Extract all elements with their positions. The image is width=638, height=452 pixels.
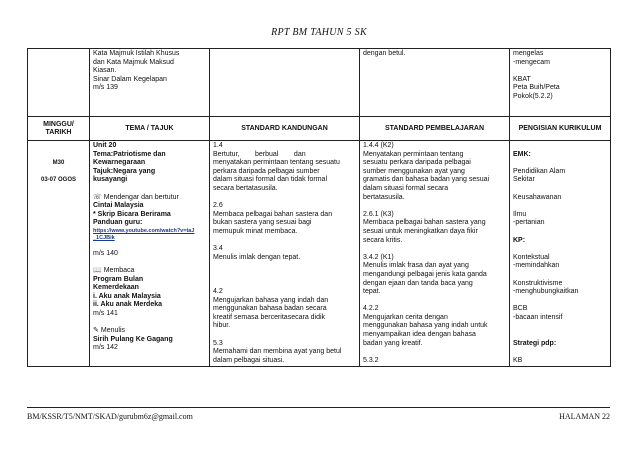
table-viewport [0,48,638,404]
kandungan-line: Bertutur, berbual dan [213,150,306,158]
kandungan-line: Memahami dan membina ayat yang betul [213,348,342,356]
pembelajaran-line: mengandungi pelbagai jenis kata ganda [363,270,487,278]
pengisian-line: mengelas [513,50,544,57]
pembelajaran-line: bertatasusila. [363,193,405,201]
strategi-heading: Strategi pdp: [513,339,557,347]
date-label: 03-07 OGOS [40,177,76,184]
speaking-icon: ☏ [93,193,102,201]
pembelajaran-line: Mengujarkan cerita dengan [363,313,448,321]
pengisian-line: Konstruktivisme [513,279,563,287]
pengisian-line: KBAT [513,75,531,83]
kandungan-line: Mengujarkan bahasa yang indah dan [213,296,329,304]
tema-label-cont: Kewarnegaraan [93,159,146,167]
standard-number: 3.4 [213,245,223,253]
pembelajaran-line: menyampaikan idea dengan bahasa [363,331,476,339]
page-ref: m/s 142 [93,344,118,352]
pembelajaran-line: Membaca pelbagai bahan sastera yang [363,219,486,227]
tajuk-label-cont: kusayangi [93,176,128,184]
pembelajaran-line: secara kritis. [363,236,403,244]
pembelajaran-line: gramatis dan bahasa badan yang sesuai [363,176,490,184]
kandungan-line: kreatif semasa berceritasecara didik [213,313,326,321]
standard-number: 4.2.2 [363,305,379,313]
pembelajaran-cell [360,141,510,367]
skrip-label: * Skrip Bicara Berirama [93,210,171,218]
book-icon: 📖 [93,266,102,274]
pembelajaran-line: dengan betul. [363,50,406,57]
sirih-label: Sirih Pulang Ke Gagang [93,335,173,343]
standard-number: 2.6 [213,202,223,210]
standard-number: 3.4.2 (K1) [363,253,394,261]
pengisian-line: -menghubungkaitkan [513,288,579,296]
table-row-m30 [28,141,611,367]
pembelajaran-cell-continued [360,49,510,117]
emk-heading: EMK: [513,150,531,158]
pembelajaran-line: Menyatakan permintaan tentang [363,150,464,158]
standard-number: 1.4 [213,142,223,149]
pengisian-line: Sekitar [513,176,535,184]
pengisian-line: KB [513,356,523,364]
footer-page-number: HALAMAN 22 [559,412,610,421]
header-pembelajaran: STANDARD PEMBELAJARAN [360,117,510,141]
mendengar-label: Mendengar dan bertutur [103,193,179,201]
standard-number: 4.2 [213,288,223,296]
kandungan-line: menyatakan permintaan tentang sesuatu [213,159,340,167]
tema-line: Kiasan. [93,67,117,75]
minggu-cell [28,141,90,367]
minggu-cell-empty [28,49,90,117]
tema-cell [90,141,210,367]
pengisian-line: BCB [513,305,528,313]
pengisian-line: Ilmu [513,210,527,218]
pencil-icon: ✎ [93,327,99,335]
pembelajaran-line: sesuatu perkara daripada pelbagai [363,159,471,167]
pengisian-line: Kontekstual [513,253,550,261]
pengisian-line: Pokok(5.2.2) [513,92,553,100]
pembelajaran-line: sesuai untuk meningkatkan daya fikir [363,227,478,235]
kandungan-line: hibur. [213,322,231,330]
header-tema: TEMA / TAJUK [90,117,210,141]
page-footer [27,407,610,421]
pembelajaran-line: tepat. [363,288,381,296]
tema-label: Tema:Patriotisme dan [93,150,166,158]
standard-number: 2.6.1 (K3) [363,210,394,218]
page-header-title: RPT BM TAHUN 5 SK [271,27,367,38]
rpt-table [27,48,611,367]
pengisian-cell [510,141,611,367]
pembelajaran-line: dengan ejaan dan tanda baca yang [363,279,473,287]
pengisian-cell-continued [510,49,611,117]
youtube-link-cont[interactable]: _1CJBik [93,234,115,241]
kandungan-cell-empty [210,49,360,117]
tema-line: Sinar Dalam Kegelapan [93,75,167,83]
week-label: M30 [52,160,65,167]
pembelajaran-line: menggunakan bahasa yang indah untuk [363,322,488,330]
aku-label: i. Aku anak Malaysia [93,292,161,300]
pembelajaran-line: Menulis imlak frasa dan ayat yang [363,262,469,270]
pengisian-line: Pendidikan Alam [513,167,566,175]
header-kandungan: STANDARD KANDUNGAN [210,117,360,141]
kandungan-line: Membaca pelbagai bahan sastera dan [213,210,333,218]
membaca-label: Membaca [103,266,135,274]
header-pengisian: PENGISIAN KURIKULUM [510,117,611,141]
table-header-row [28,117,611,141]
table-row-continued [28,49,611,117]
standard-number: 5.3.2 [363,356,379,364]
tema-line: Kata Majmuk Istilah Khusus [93,50,180,57]
pengisian-line: -mengecam [513,58,550,66]
tema-line: m/s 139 [93,84,118,92]
pembelajaran-line: badan yang kreatif. [363,339,423,347]
tema-line: dan Kata Majmuk Maksud [93,58,174,66]
pengisian-line: -bacaan intensif [513,313,563,321]
program-label: Program Bulan [93,275,144,283]
pembelajaran-line: sumber menggunakan ayat yang [363,167,465,175]
footer-email: BM/KSSR/T5/NMT/SKAD/gurubm6z@gmail.com [27,412,193,421]
standard-number: 5.3 [213,339,223,347]
kandungan-line: bukan sastera yang sesuai bagi [213,219,312,227]
page-ref: m/s 140 [93,249,118,257]
panduan-label: Panduan guru: [93,219,143,227]
program-label-cont: Kemerdekaan [93,284,139,292]
menulis-label: Menulis [100,327,125,335]
kandungan-line: dalam pelbagai situasi. [213,356,285,364]
standard-number: 1.4.4 (K2) [363,142,394,149]
aku-label-2: ii. Aku anak Merdeka [93,301,162,309]
pengisian-line: Keusahawanan [513,193,562,201]
kandungan-line: menggunakan bahasa badan secara [213,305,327,313]
kandungan-line: secara bertatasusila. [213,184,278,192]
kandungan-line: Menulis imlak dengan tepat. [213,253,301,261]
pengisian-line: -memindahkan [513,262,560,270]
page-ref: m/s 141 [93,309,118,317]
kp-heading: KP: [513,236,526,244]
kandungan-line: memupuk minat membaca. [213,227,298,235]
cinta-label: Cintai Malaysia [93,202,144,210]
pembelajaran-line: dalam situasi formal secara [363,184,449,192]
tajuk-label: Tajuk:Negara yang [93,167,156,175]
tema-cell-continued [90,49,210,117]
pengisian-line: Peta Buih/Peta [513,84,560,92]
header-minggu: MINGGU/ TARIKH [28,117,90,141]
pengisian-line: -pertanian [513,219,545,227]
kandungan-line: perkara daripada pelbagai sumber [213,167,320,175]
youtube-link[interactable]: https://www.youtube.com/watch?v=taJ [93,227,195,234]
kandungan-cell [210,141,360,367]
kandungan-line: dalam situasi formal dan tidak formal [213,176,327,184]
unit-label: Unit 20 [93,142,117,149]
